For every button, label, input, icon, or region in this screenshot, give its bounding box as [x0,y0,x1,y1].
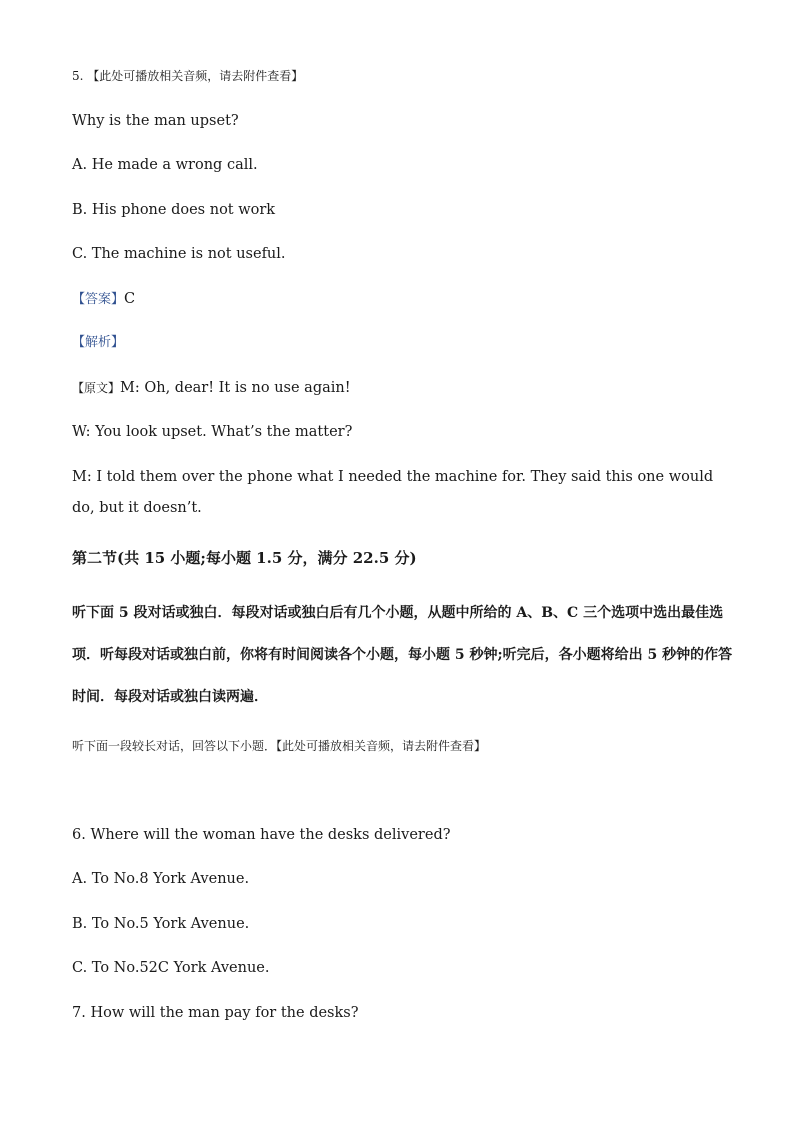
q6-option-a: A. To No.8 York Avenue. [72,871,250,887]
analysis-label: 【解析】 [72,335,125,350]
transcript-line-2: W: You look upset. What’s the matter? [72,424,353,440]
q6-option-c: C. To No.52C York Avenue. [72,960,270,976]
answer-value: C [124,291,136,307]
section2-title: 第二节(共 15 小题;每小题 1.5 分，满分 22.5 分) [72,549,417,567]
q6-question: 6. Where will the woman have the desks delivered? [72,827,451,843]
transcript-line-1 [72,378,734,398]
q5-option-c: C. The machine is not useful. [72,246,286,262]
transcript-text-1: M: Oh, dear! It is no use again! [120,380,351,396]
transcript-label: 【原文】 [72,381,121,395]
answer-label: 【答案】 [72,292,125,307]
q6-option-b: B. To No.5 York Avenue. [72,916,250,932]
q5-question: Why is the man upset? [72,113,239,129]
q5-answer [72,289,734,310]
q5-header: 5. 【此处可播放相关音频，请去附件查看】 [72,69,304,83]
section2-instructions: 听下面 5 段对话或独白．每段对话或独白后有几个小题，从题中所给的 A、B、C 三个选项中选出最佳选项．听每段对话或独白前，你将有时间阅读各个小题，每小题 5 秒钟;听完后，各小题将给出 5 秒钟的作答时间．每段对话或独白读两遍． [72,605,733,705]
q5-option-a: A. He made a wrong call. [72,157,258,173]
q5-option-b: B. His phone does not work [72,202,276,218]
section2-subinstruction: 听下面一段较长对话，回答以下小题．【此处可播放相关音频，请去附件查看】 [72,739,487,753]
transcript-line-3: M: I told them over the phone what I needed the machine for. They said this one would do, but it doesn’t. [72,469,714,516]
q7-question: 7. How will the man pay for the desks? [72,1005,359,1021]
